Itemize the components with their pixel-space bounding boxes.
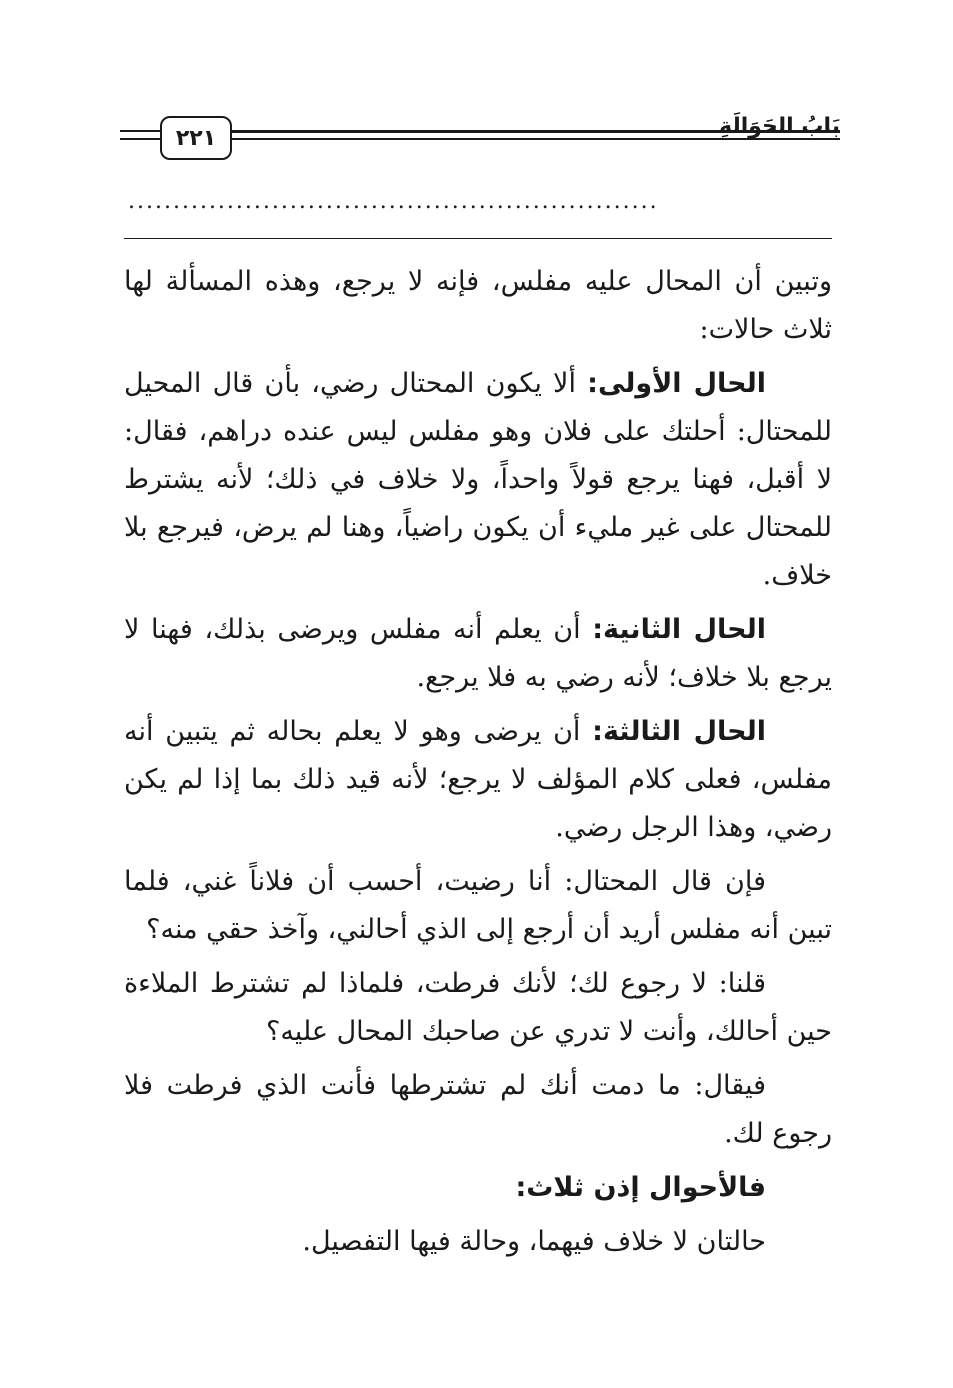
case-2-text: أن يعلم أنه مفلس ويرضى بذلك، فهنا لا يرجع بلا خلاف؛ لأنه رضي به فلا يرجع. (124, 614, 832, 693)
paragraph-7: فيقال: ما دمت أنك لم تشترطها فأنت الذي فرطت فلا رجوع لك. (124, 1070, 832, 1149)
paragraph-1: وتبين أن المحال عليه مفلس، فإنه لا يرجع، وهذه المسألة لها ثلاث حالات: (124, 266, 832, 345)
conclusion-heading: فالأحوال إذن ثلاث: (515, 1172, 766, 1203)
paragraph-9: حالتان لا خلاف فيهما، وحالة فيها التفصيل. (302, 1226, 766, 1257)
page-header (120, 108, 840, 164)
case-1-label: الحال الأولى: (587, 368, 766, 399)
case-3-label: الحال الثالثة: (592, 716, 766, 747)
text-separator (124, 238, 832, 239)
case-2-label: الحال الثانية: (592, 614, 766, 645)
header-rule-left-top (120, 130, 160, 132)
page-number: ٢٢١ (160, 116, 232, 160)
header-rule-left-bottom (120, 138, 160, 140)
case-3-text: أن يرضى وهو لا يعلم بحاله ثم يتبين أنه مفلس، فعلى كلام المؤلف لا يرجع؛ لأنه قيد ذلك بما إذا لم يكن رضي، وهذا الرجل رضي. (124, 716, 832, 843)
paragraph-3 (124, 606, 832, 702)
chapter-title: بَابُ الحَوَالَةِ (719, 114, 840, 139)
paragraph-6: قلنا: لا رجوع لك؛ لأنك فرطت، فلماذا لم تشترط الملاءة حين أحالك، وأنت لا تدري عن صاحبك المحال عليه؟ (124, 968, 832, 1047)
body-text (124, 258, 832, 1272)
omission-dots: ........................................................... (128, 190, 659, 214)
case-1-text: ألا يكون المحتال رضي، بأن قال المحيل للمحتال: أحلتك على فلان وهو مفلس ليس عنده دراهم، فقال: لا أقبل، فهنا يرجع قولاً واحداً، ولا خلاف في ذلك؛ لأنه يشترط للمحتال على غير مليء أن يكون راضياً، وهنا لم يرض، فيرجع بلا خلاف. (124, 368, 832, 591)
paragraph-2 (124, 360, 832, 600)
paragraph-5: فإن قال المحتال: أنا رضيت، أحسب أن فلاناً غني، فلما تبين أنه مفلس أريد أن أرجع إلى الذي أحالني، وآخذ حقي منه؟ (124, 866, 832, 945)
paragraph-4 (124, 708, 832, 852)
